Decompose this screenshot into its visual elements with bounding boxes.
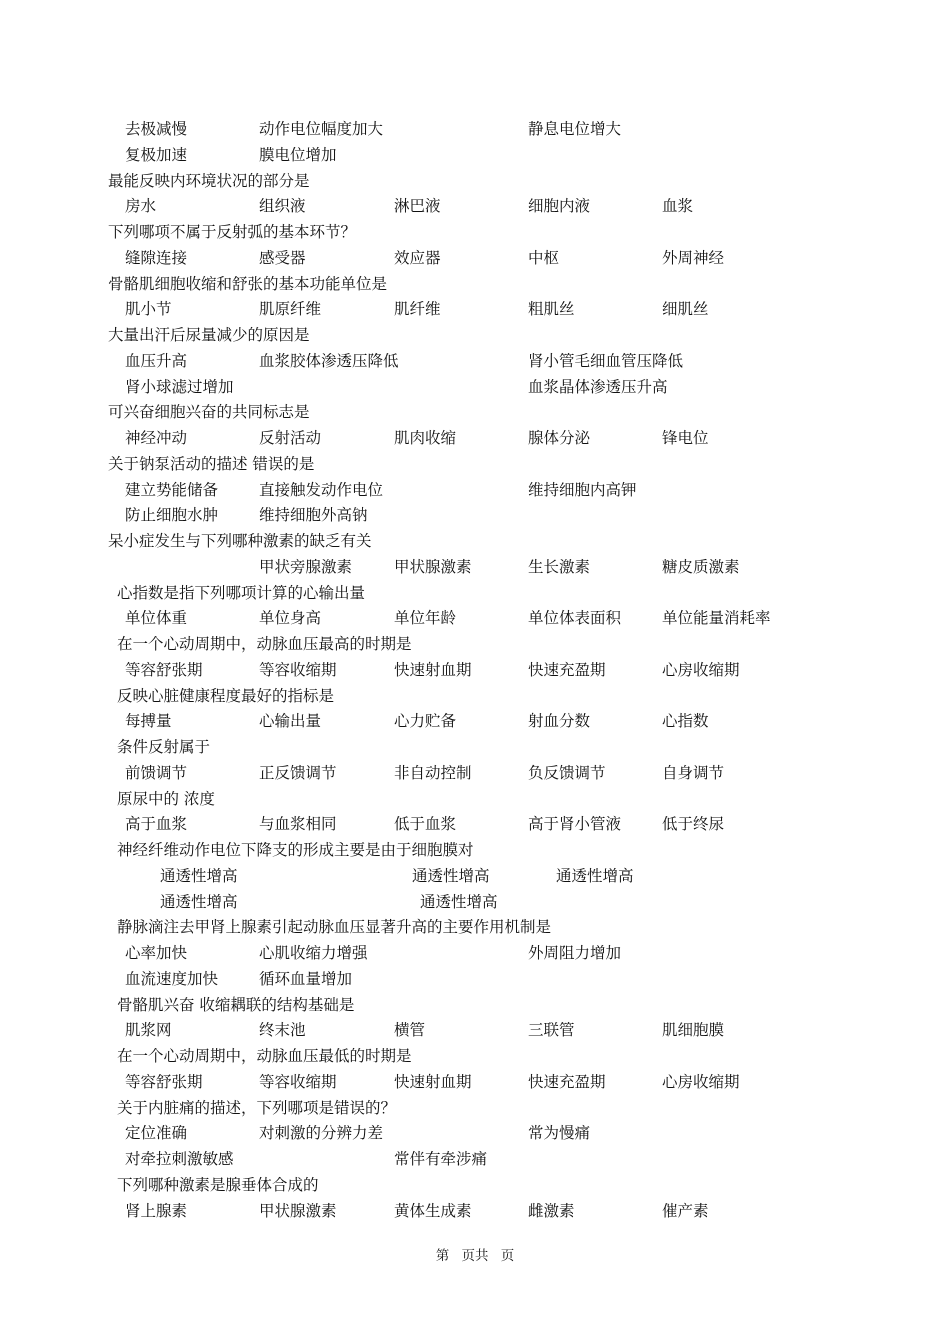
answer-option: 心力贮备 <box>394 712 457 731</box>
question-text: 可兴奋细胞兴奋的共同标志是 <box>108 403 310 422</box>
answer-option: 甲状旁腺激素 <box>259 557 353 576</box>
answer-option: 防止细胞水肿 <box>125 506 219 525</box>
answer-option: 肌原纤维 <box>259 300 322 319</box>
answer-option: 低于终尿 <box>662 815 725 834</box>
answer-option: 通透性增高 <box>160 892 238 911</box>
question-text: 原尿中的 浓度 <box>117 789 215 808</box>
answer-option: 与血浆相同 <box>259 815 337 834</box>
answer-option: 心指数 <box>662 712 709 731</box>
answer-option: 细肌丝 <box>662 300 709 319</box>
answer-option: 心房收缩期 <box>662 1072 740 1091</box>
answer-option: 维持细胞外高钠 <box>259 506 368 525</box>
answer-option: 甲状腺激素 <box>394 557 472 576</box>
footer-page-suffix: 页 <box>500 1248 515 1264</box>
answer-option: 肾小管毛细血管压降低 <box>528 351 684 370</box>
question-text: 呆小症发生与下列哪种激素的缺乏有关 <box>108 532 372 550</box>
answer-option: 建立势能储备 <box>125 480 219 499</box>
answer-option: 维持细胞内高钾 <box>528 480 637 499</box>
answer-option: 负反馈调节 <box>528 763 606 782</box>
answer-option: 横管 <box>394 1021 426 1040</box>
answer-option: 心输出量 <box>259 712 322 731</box>
answer-option: 等容收缩期 <box>259 660 337 679</box>
question-text: 神经纤维动作电位下降支的形成主要是由于细胞膜对 <box>117 841 474 859</box>
answer-option: 组织液 <box>259 197 306 216</box>
question-text: 反映心脏健康程度最好的指标是 <box>117 686 335 705</box>
answer-option: 血浆 <box>662 197 694 216</box>
answer-option: 神经冲动 <box>125 429 188 447</box>
answer-option: 血浆胶体渗透压降低 <box>259 351 399 370</box>
answer-option: 射血分数 <box>528 712 591 731</box>
answer-option: 甲状腺激素 <box>259 1201 337 1220</box>
question-text: 骨骼肌兴奋 收缩耦联的结构基础是 <box>117 995 355 1014</box>
answer-option: 直接触发动作电位 <box>259 480 384 499</box>
answer-option: 糖皮质激素 <box>662 557 740 576</box>
answer-option: 细胞内液 <box>528 197 591 216</box>
answer-option: 雌激素 <box>528 1201 575 1220</box>
answer-option: 中枢 <box>528 248 560 267</box>
answer-option: 去极减慢 <box>125 120 188 138</box>
answer-option: 单位年龄 <box>394 609 457 628</box>
question-text: 条件反射属于 <box>117 738 211 756</box>
answer-option: 对牵拉刺激敏感 <box>125 1150 234 1168</box>
answer-option: 感受器 <box>259 248 306 267</box>
answer-option: 肌浆网 <box>125 1021 172 1040</box>
answer-option: 血浆晶体渗透压升高 <box>528 377 668 396</box>
answer-option: 三联管 <box>528 1021 575 1040</box>
question-text: 心指数是指下列哪项计算的心输出量 <box>117 583 366 602</box>
answer-option: 膜电位增加 <box>259 145 337 164</box>
question-text: 在一个心动周期中，动脉血压最低的时期是 <box>117 1047 412 1065</box>
answer-option: 快速射血期 <box>394 660 472 679</box>
answer-option: 外周神经 <box>662 248 725 267</box>
answer-option: 复极加速 <box>125 145 188 164</box>
answer-option: 快速射血期 <box>394 1072 472 1091</box>
answer-option: 前馈调节 <box>125 763 188 782</box>
answer-option: 对刺激的分辨力差 <box>259 1124 384 1143</box>
answer-option: 肾小球滤过增加 <box>125 377 234 396</box>
answer-option: 血流速度加快 <box>125 969 219 988</box>
answer-option: 肾上腺素 <box>125 1201 188 1220</box>
answer-option: 血压升高 <box>125 351 188 370</box>
question-text: 骨骼肌细胞收缩和舒张的基本功能单位是 <box>108 274 388 293</box>
question-text: 关于钠泵活动的描述 错误的是 <box>108 454 315 473</box>
question-text: 关于内脏痛的描述，下列哪项是错误的？ <box>117 1098 397 1117</box>
answer-option: 高于血浆 <box>125 815 188 834</box>
footer-total-label: 页共 <box>461 1248 489 1264</box>
answer-option: 锋电位 <box>662 429 709 447</box>
answer-option: 通透性增高 <box>160 866 238 885</box>
question-text: 下列哪种激素是腺垂体合成的 <box>117 1175 319 1194</box>
answer-option: 心房收缩期 <box>662 660 740 679</box>
question-text: 在一个心动周期中，动脉血压最高的时期是 <box>117 635 412 653</box>
answer-option: 快速充盈期 <box>528 1072 606 1091</box>
answer-option: 高于肾小管液 <box>528 815 622 834</box>
footer-page-label: 第 <box>435 1248 450 1264</box>
answer-option: 通透性增高 <box>420 892 498 911</box>
answer-option: 等容舒张期 <box>125 660 203 679</box>
answer-option: 心肌收缩力增强 <box>259 944 368 962</box>
answer-option: 肌肉收缩 <box>394 429 457 447</box>
answer-option: 等容收缩期 <box>259 1072 337 1091</box>
answer-option: 通透性增高 <box>556 866 634 885</box>
answer-option: 反射活动 <box>259 429 322 447</box>
question-text: 静脉滴注去甲肾上腺素引起动脉血压显著升高的主要作用机制是 <box>117 918 552 937</box>
answer-option: 单位体重 <box>125 609 188 628</box>
answer-option: 正反馈调节 <box>259 763 337 782</box>
answer-option: 单位体表面积 <box>528 609 622 628</box>
answer-option: 外周阻力增加 <box>528 944 622 962</box>
answer-option: 循环血量增加 <box>259 969 353 988</box>
answer-option: 静息电位增大 <box>528 120 622 138</box>
answer-option: 低于血浆 <box>394 815 457 834</box>
answer-option: 等容舒张期 <box>125 1072 203 1091</box>
answer-option: 腺体分泌 <box>528 429 591 447</box>
answer-option: 粗肌丝 <box>528 300 575 319</box>
answer-option: 房水 <box>125 197 157 216</box>
answer-option: 单位身高 <box>259 609 322 628</box>
answer-option: 常为慢痛 <box>528 1124 591 1143</box>
answer-option: 单位能量消耗率 <box>662 609 771 628</box>
question-text: 最能反映内环境状况的部分是 <box>108 171 310 190</box>
answer-option: 动作电位幅度加大 <box>259 120 384 138</box>
answer-option: 每搏量 <box>125 712 172 731</box>
answer-option: 终末池 <box>259 1021 306 1040</box>
answer-option: 心率加快 <box>125 944 188 962</box>
answer-option: 效应器 <box>394 248 441 267</box>
question-text: 下列哪项不属于反射弧的基本环节？ <box>108 223 357 241</box>
answer-option: 肌纤维 <box>394 300 441 319</box>
answer-option: 催产素 <box>662 1201 709 1220</box>
answer-option: 快速充盈期 <box>528 660 606 679</box>
page-footer <box>0 1246 950 1266</box>
answer-option: 自身调节 <box>662 763 725 782</box>
answer-option: 生长激素 <box>528 557 591 576</box>
answer-option: 非自动控制 <box>394 763 472 782</box>
answer-option: 常伴有牵涉痛 <box>394 1150 488 1168</box>
answer-option: 通透性增高 <box>412 866 490 885</box>
answer-option: 黄体生成素 <box>394 1201 472 1220</box>
question-text: 大量出汗后尿量减少的原因是 <box>108 326 310 344</box>
answer-option: 缝隙连接 <box>125 248 188 267</box>
answer-option: 定位准确 <box>125 1124 188 1143</box>
answer-option: 淋巴液 <box>394 197 441 216</box>
answer-option: 肌细胞膜 <box>662 1021 725 1040</box>
answer-option: 肌小节 <box>125 300 172 319</box>
